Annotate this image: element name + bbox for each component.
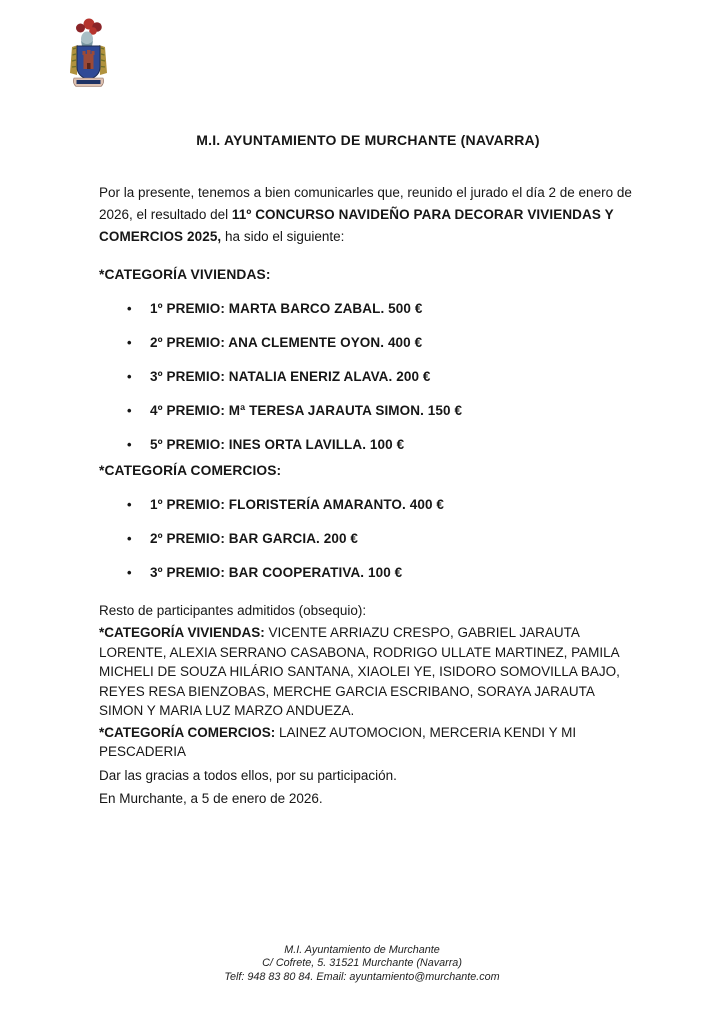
bullet-icon: • — [127, 403, 132, 419]
prize-text: 5º PREMIO: INES ORTA LAVILLA. 100 € — [150, 437, 405, 453]
logo-castle — [83, 50, 95, 69]
heading-categoria-comercios: *CATEGORÍA COMERCIOS: — [99, 463, 282, 479]
heading-categoria-viviendas: *CATEGORÍA VIVIENDAS: — [99, 267, 271, 283]
viviendas-prize-4 — [99, 403, 637, 419]
document-body — [99, 0, 637, 807]
intro-text-after: ha sido el siguiente: — [221, 228, 345, 244]
resto-viviendas-paragraph — [99, 623, 637, 721]
prize-text: 3º PREMIO: NATALIA ENERIZ ALAVA. 200 € — [150, 369, 431, 385]
bullet-icon: • — [127, 369, 132, 385]
prize-text: 1º PREMIO: MARTA BARCO ZABAL. 500 € — [150, 301, 423, 317]
footer-organization: M.I. Ayuntamiento de Murchante — [284, 944, 440, 956]
prize-text: 1º PREMIO: FLORISTERÍA AMARANTO. 400 € — [150, 497, 445, 513]
bullet-icon: • — [127, 565, 132, 581]
bullet-icon: • — [127, 301, 132, 317]
prize-text: 2º PREMIO: BAR GARCIA. 200 € — [150, 531, 359, 547]
viviendas-prize-5 — [99, 437, 637, 453]
footer — [0, 944, 724, 984]
intro-text-before: Por la presente, tenemos a bien comunicarles que, reunido el jurado el día 2 de enero de 2026, el resultado del — [99, 185, 632, 222]
comercios-prize-list — [99, 497, 637, 581]
resto-comercios-label: *CATEGORÍA COMERCIOS: — [99, 724, 276, 740]
comercios-prize-2 — [99, 531, 637, 547]
viviendas-prize-2 — [99, 335, 637, 351]
document-title: M.I. AYUNTAMIENTO DE MURCHANTE (NAVARRA) — [196, 132, 540, 148]
footer-address: C/ Cofrete, 5. 31521 Murchante (Navarra) — [262, 957, 462, 970]
resto-comercios-names: LAINEZ AUTOMOCION, MERCERIA KENDI Y MI PESCADERIA — [99, 724, 577, 760]
resto-participantes-line: Resto de participantes admitidos (obsequio): — [99, 603, 367, 619]
resto-viviendas-label: *CATEGORÍA VIVIENDAS: — [99, 625, 265, 641]
bullet-icon: • — [127, 531, 132, 547]
prize-text: 2º PREMIO: ANA CLEMENTE OYON. 400 € — [150, 335, 423, 351]
viviendas-prize-3 — [99, 369, 637, 385]
bullet-icon: • — [127, 497, 132, 513]
date-place-line: En Murchante, a 5 de enero de 2026. — [99, 790, 323, 806]
logo-shield — [77, 46, 100, 80]
bullet-icon: • — [127, 335, 132, 351]
bullet-icon: • — [127, 437, 132, 453]
viviendas-prize-1 — [99, 301, 637, 317]
resto-comercios-paragraph — [99, 723, 637, 762]
comercios-prize-1 — [99, 497, 637, 513]
intro-paragraph — [99, 182, 637, 247]
footer-contact: Telf: 948 83 80 84. Email: ayuntamiento@murchante.com — [224, 970, 500, 983]
thanks-line: Dar las gracias a todos ellos, por su participación. — [99, 767, 397, 783]
prize-text: 3º PREMIO: BAR COOPERATIVA. 100 € — [150, 565, 403, 581]
resto-viviendas-names: VICENTE ARRIAZU CRESPO, GABRIEL JARAUTA LORENTE, ALEXIA SERRANO CASABONA, RODRIGO ULLATE MARTINEZ, PAMILA MICHELI DE SOUZA HILÁRIO SANTANA, XIAOLEI YE, ISIDORO SOMOVILLA BAJO, REYES RESA BIENZOBAS, MERCHE GARCIA ESCRIBANO, SORAYA JARAUTA SIMON Y MARIA LUZ MARZO ANDUEZA. — [99, 625, 620, 719]
comercios-prize-3 — [99, 565, 637, 581]
contest-name-bold: 11º CONCURSO NAVIDEÑO PARA DECORAR VIVIENDAS Y COMERCIOS 2025, — [99, 206, 614, 244]
logo-helmet — [81, 32, 93, 47]
prize-text: 4º PREMIO: Mª TERESA JARAUTA SIMON. 150 € — [150, 403, 463, 419]
viviendas-prize-list — [99, 301, 637, 453]
